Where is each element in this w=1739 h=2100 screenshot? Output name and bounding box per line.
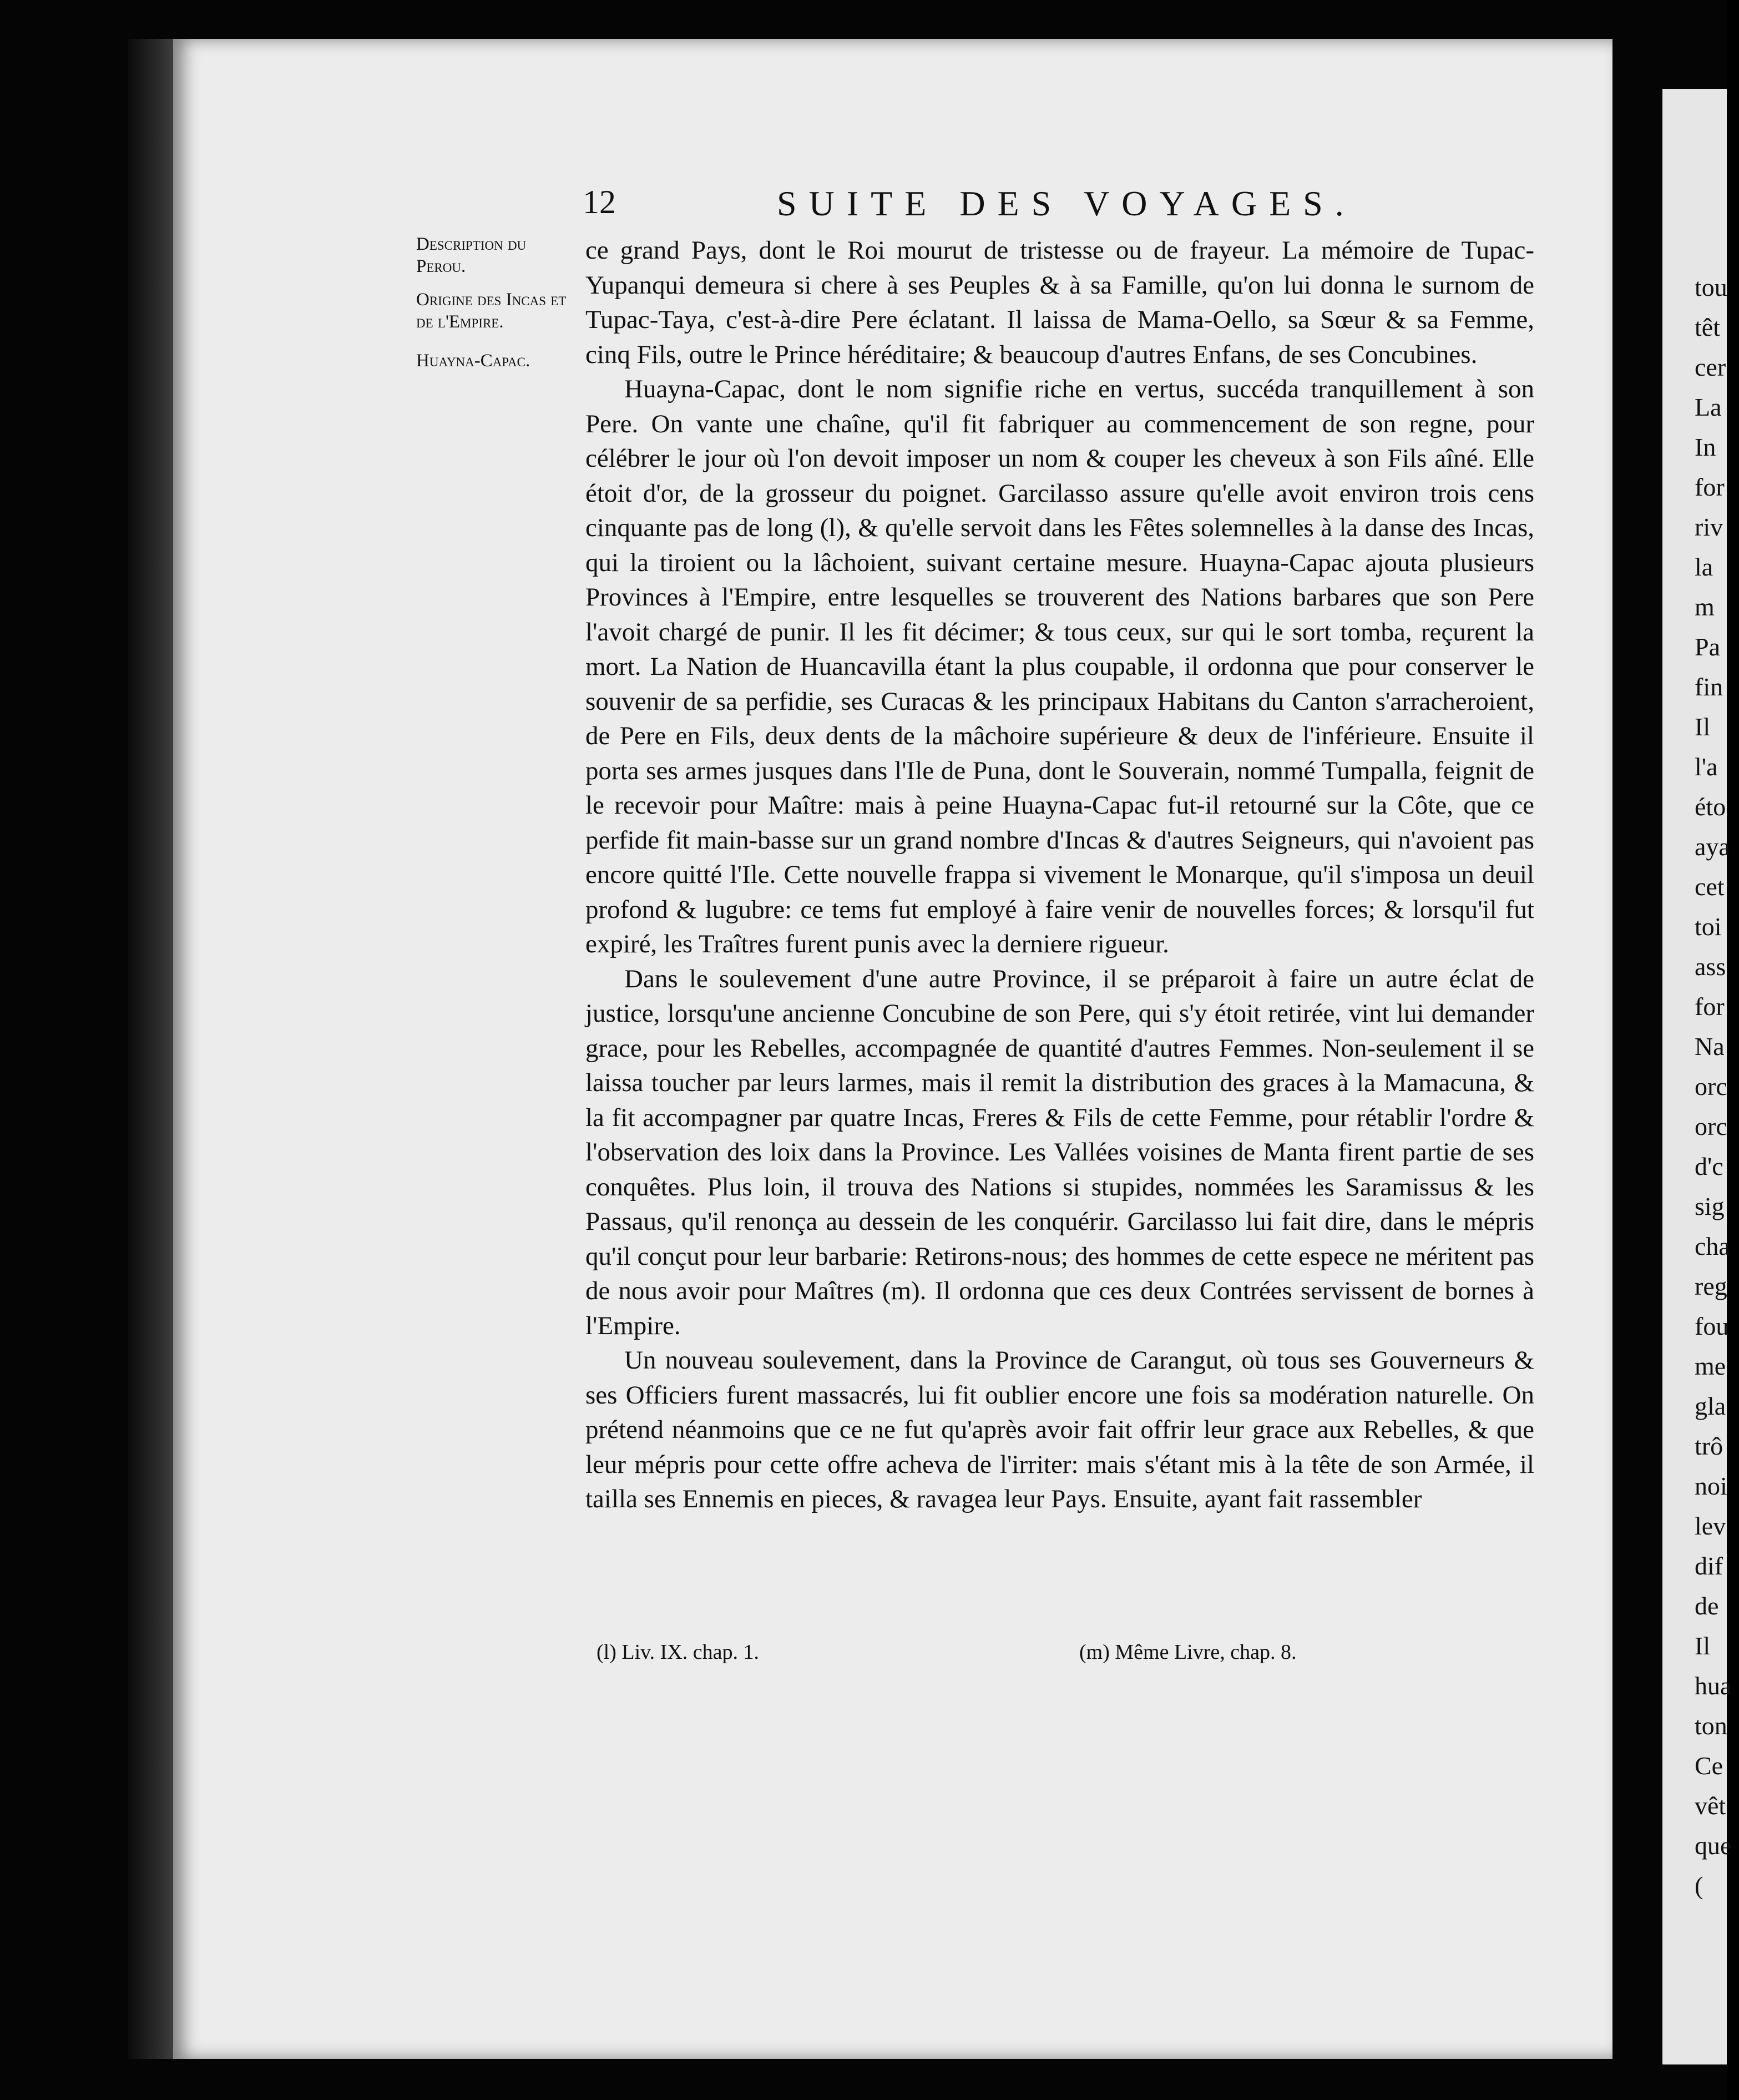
adjacent-page-fragment: Ce [1695,1751,1723,1780]
paragraph: Dans le soulevement d'une autre Province, il se préparoit à faire un autre éclat de justice, lorsqu'une ancienne Concubine de son Pere, qui s'y étoit retirée, vint lui demander grace, pour les Rebelles, accompagnée de quantité d'autres Femmes. Non-seulement il se laissa toucher par leurs larmes, mais il remit la distribution des graces à la Mamacuna, & la fit accompagner par quatre Incas, Freres & Fils de cette Femme, pour rétablir l'ordre & l'observation des loix dans la Province. Les Vallées voisines de Manta firent partie de ses conquêtes. Plus loin, il trouva des Nations si stupides, nommées les Saramissus & les Passaus, qu'il renonça au dessein de les conquérir. Garcilasso lui fait dire, dans le mépris qu'il conçut pour leur barbarie: Retirons-nous; des hommes de cette espece ne méritent pas de nous avoir pour Maîtres (m). Il ordonna que ces deux Contrées servissent de bornes à l'Empire. [585,964,1534,1340]
margin-notes [416,233,572,383]
footnotes [596,1640,1429,1673]
footnote: (l) Liv. IX. chap. 1. [596,1640,759,1664]
adjacent-page-fragment: m [1695,593,1715,621]
adjacent-page-fragment: for [1695,473,1725,501]
adjacent-page-fragment: la [1695,553,1713,581]
adjacent-page-fragment: Il [1695,1632,1711,1660]
adjacent-page-fragment: ( [1695,1871,1703,1900]
adjacent-page-fragment: Pa [1695,633,1720,661]
adjacent-page-fragment: d'c [1695,1152,1723,1180]
adjacent-page-fragment: éto [1695,792,1726,821]
adjacent-page-fragment: trô [1695,1432,1723,1460]
adjacent-page-fragment: noi [1695,1472,1727,1500]
margin-note: Huayna-Capac. [416,351,530,371]
adjacent-page-fragment: orc [1695,1112,1727,1140]
adjacent-page-fragment: ton [1695,1712,1727,1740]
paragraph: Un nouveau soulevement, dans la Province de Carangut, où tous ses Gouverneurs & ses Officiers furent massacrés, lui fit oublier encore une fois sa modération naturelle. On prétend néanmoins que ce ne fut qu'après avoir fait offrir leur grace aux Rebelles, & que leur mépris pour cette offre acheva de l'irriter: mais s'étant mis à la tête de son Armée, il tailla ses Ennemis en pieces, & ravagea leur Pays. Ensuite, ayant fait rassembler [585,1346,1534,1513]
adjacent-page-fragment: gla [1695,1392,1726,1420]
adjacent-page-fragment: reg [1695,1272,1727,1300]
adjacent-page-fragment: Na [1695,1032,1725,1061]
adjacent-page-fragment: fou [1695,1312,1729,1340]
margin-note: Description du Perou. [416,234,527,276]
adjacent-page-fragment: for [1695,992,1725,1021]
adjacent-page-edge [1662,89,1732,2064]
adjacent-page-fragment: dif [1695,1552,1723,1580]
adjacent-page-fragment: de [1695,1592,1719,1620]
footnote: (m) Même Livre, chap. 8. [1079,1640,1297,1664]
adjacent-page-fragment: cer [1695,353,1726,381]
adjacent-page-fragment: toi [1695,912,1722,941]
adjacent-page-fragment: orc [1695,1072,1727,1101]
margin-note: Origine des Incas et de l'Empire. [416,290,567,332]
paragraph: Huayna-Capac, dont le nom signifie riche en vertus, succéda tranquillement à son Pere. On vante une chaîne, qu'il fit fabriquer au commencement de son regne, pour célébrer le jour où l'on devoit imposer un nom & couper les cheveux à son Fils aîné. Elle étoit d'or, de la grosseur du poignet. Garcilasso assure qu'elle avoit environ trois cens cinquante pas de long (l), & qu'elle servoit dans les Fêtes solemnelles à la danse des Incas, qui la tiroient ou la lâchoient, suivant certaine mesure. Huayna-Capac ajouta plusieurs Provinces à l'Empire, entre lesquelles se trouverent des Nations barbares que son Pere l'avoit chargé de punir. Il les fit décimer; & tous ceux, sur qui le sort tomba, reçurent la mort. La Nation de Huancavilla étant la plus coupable, il ordonna que pour conserver le souvenir de sa perfidie, ses Curacas & les principaux Habitans du Canton s'arracheroient, de Pere en Fils, deux dents de la mâchoire supérieure & deux de l'inférieure. Ensuite il porta ses armes jusques dans l'Ile de Puna, dont le Souverain, nommé Tumpalla, feignit de le recevoir pour Maître: mais à peine Huayna-Capac fut-il retourné sur la Côte, que ce perfide fit main-basse sur un grand nombre d'Incas & d'autres Seigneurs, qui n'avoient pas encore quitté l'Ile. Cette nouvelle frappa si vivement le Monarque, qu'il s'imposa un deuil profond & lugubre: ce tems fut employé à faire venir de nouvelles forces; & lorsqu'il fut expiré, les Traîtres furent punis avec la derniere rigueur. [585,375,1534,958]
adjacent-page-fragment: hua [1695,1672,1732,1700]
paragraph: ce grand Pays, dont le Roi mourut de tristesse ou de frayeur. La mémoire de Tupac-Yupanqui demeura si chere à ses Peuples & à sa Famille, qu'on lui donna le surnom de Tupac-Taya, c'est-à-dire Pere éclatant. Il laissa de Mama-Oello, sa Sœur & sa Femme, cinq Fils, outre le Prince héréditaire; & beaucoup d'autres Enfans, de ses Concubines. [585,236,1534,369]
adjacent-page-fragment: lev [1695,1512,1726,1540]
adjacent-page-fragment: vêt [1695,1791,1726,1820]
adjacent-page-fragment: Il [1695,713,1711,741]
adjacent-page-fragment: l'a [1695,753,1718,781]
running-title: SUITE DES VOYAGES. [777,184,1356,223]
adjacent-page-fragment: aya [1695,832,1730,861]
adjacent-page-fragment: tou [1695,273,1727,301]
book-gutter [128,39,178,2059]
adjacent-page-fragment: que [1695,1831,1732,1860]
adjacent-page-fragment: La [1695,393,1722,421]
adjacent-page-fragment: fin [1695,673,1723,701]
running-head [583,183,1727,228]
adjacent-page-fragment: ass [1695,952,1726,981]
adjacent-page-fragment: me [1695,1352,1726,1380]
adjacent-page-fragment: sig [1695,1192,1725,1220]
adjacent-page-fragment: riv [1695,513,1723,541]
adjacent-page-fragment: cha [1695,1232,1730,1260]
body-text [585,233,1534,1517]
adjacent-page-fragment: In [1695,433,1716,461]
page-number: 12 [583,184,616,220]
adjacent-page-fragment: têt [1695,313,1720,341]
adjacent-page-fragment: cet [1695,872,1725,901]
